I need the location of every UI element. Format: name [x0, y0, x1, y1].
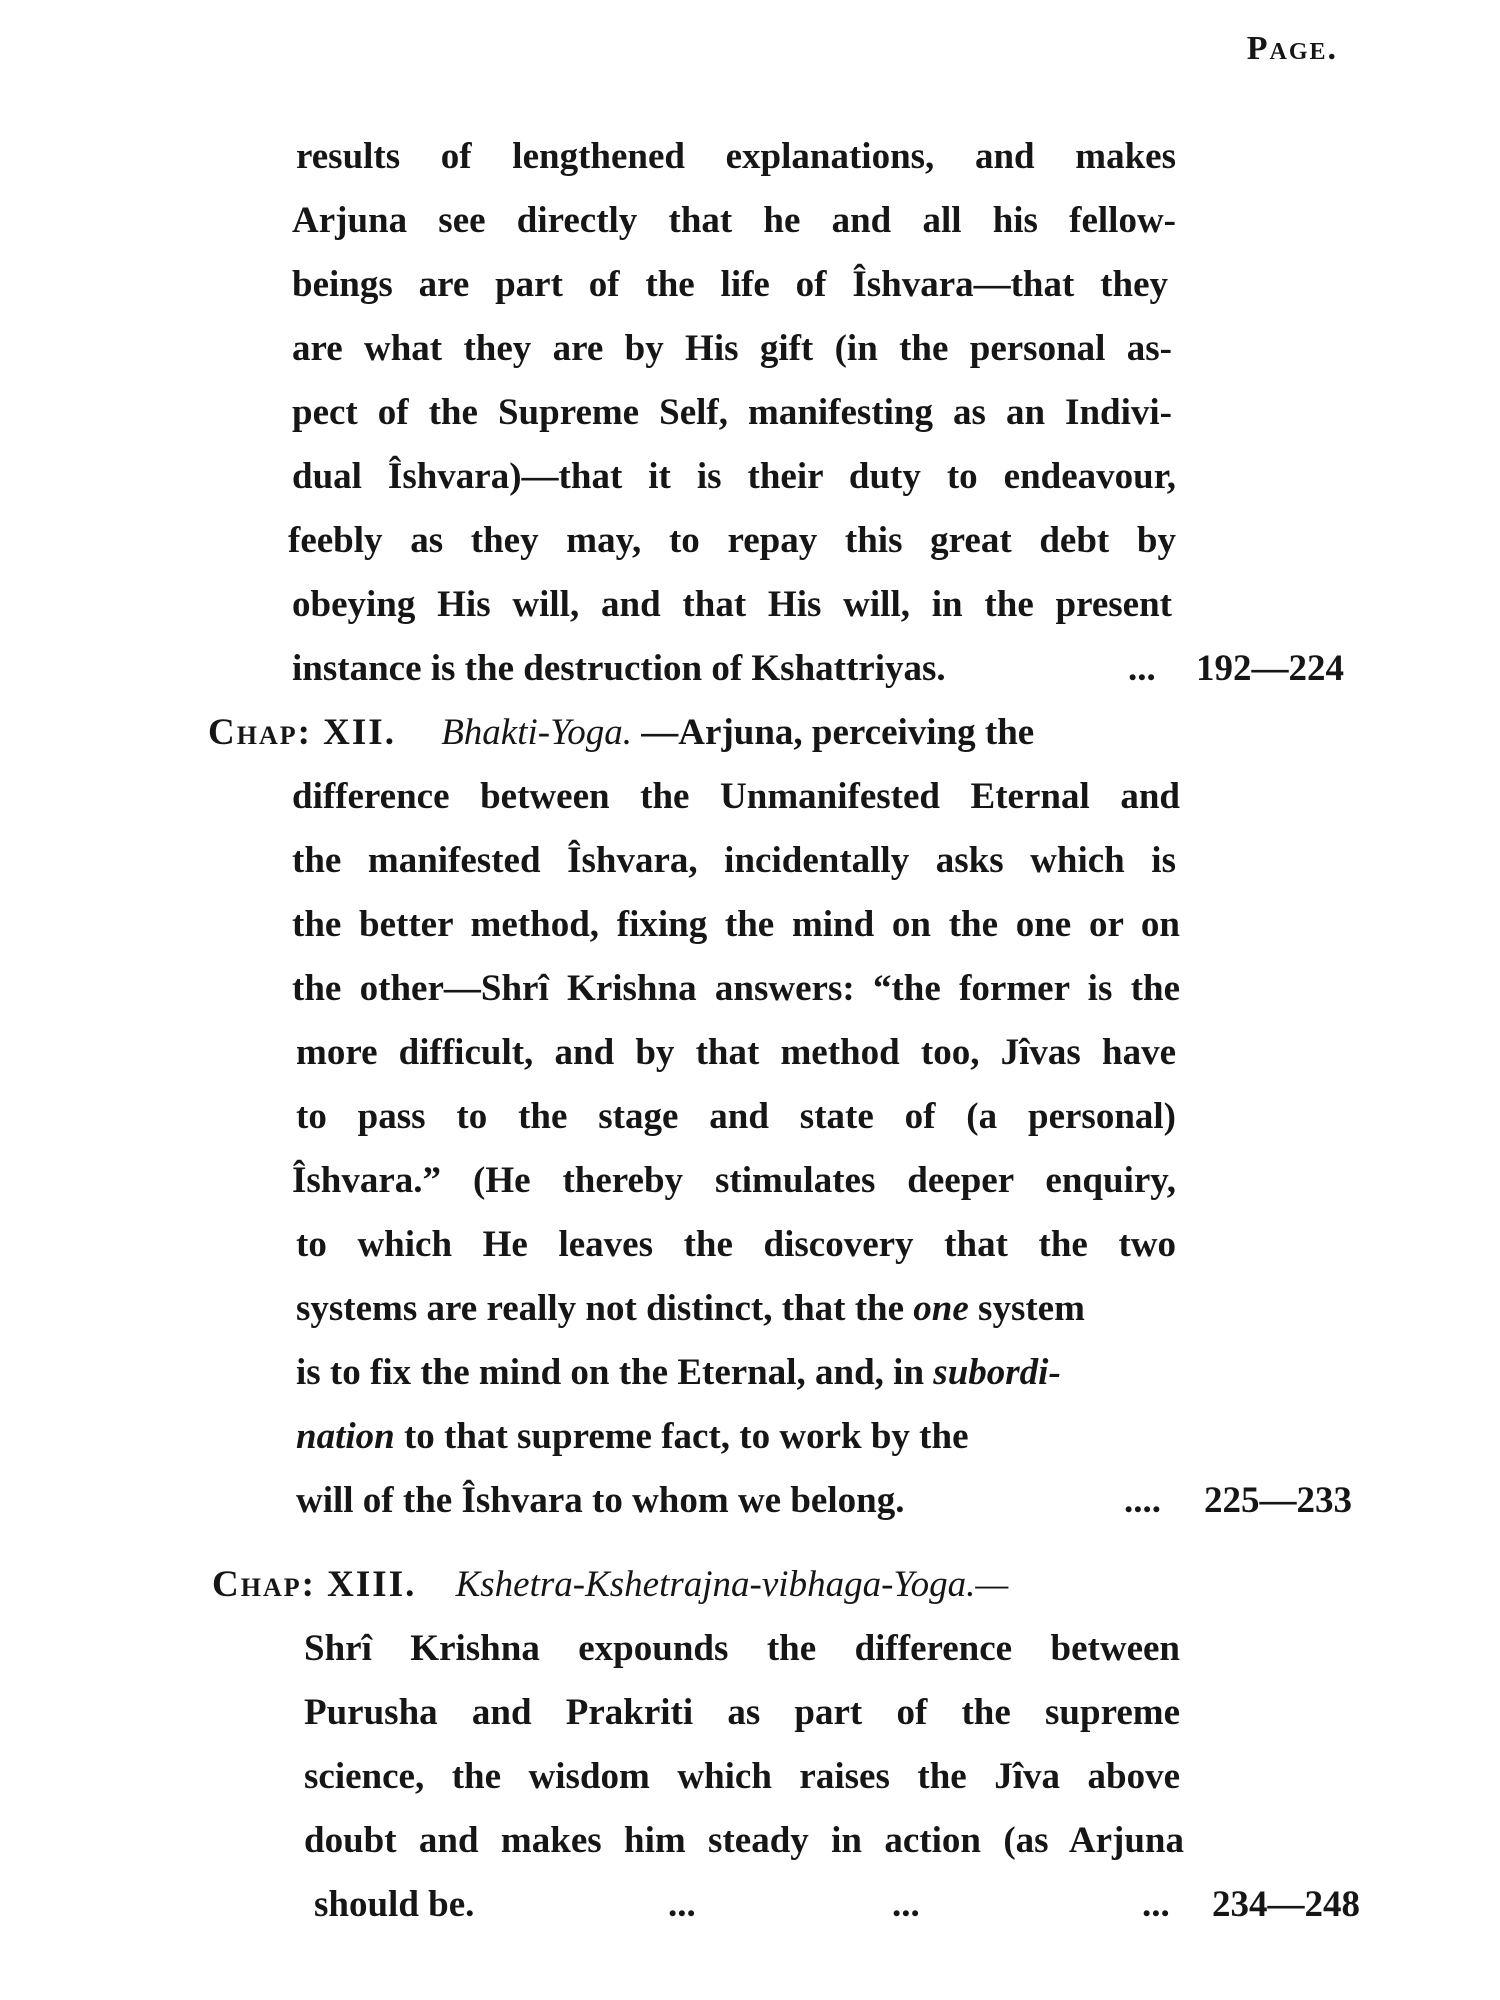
chapter-title: Bhakti-Yoga. [441, 712, 633, 753]
text-line: feebly as they may, to repay this great debt by [288, 520, 1176, 561]
emphasis: nation [296, 1416, 395, 1457]
text-line: doubt and makes him steady in action (as Arjuna [304, 1820, 1184, 1861]
text-run: is to fix the mind on the Eternal, and, in [296, 1352, 934, 1393]
text-line: should be. [314, 1884, 475, 1925]
chapter-label: Chap: XII. [208, 712, 396, 753]
text-line: to which He leaves the discovery that the two [296, 1224, 1176, 1265]
text-line: the manifested Îshvara, incidentally asks which is [292, 840, 1176, 881]
leader-dots: .... [1124, 1480, 1161, 1521]
text-line: difference between the Unmanifested Eternal and [292, 776, 1180, 817]
page-heading: Page. [1246, 30, 1338, 67]
page-range: 225—233 [1204, 1480, 1352, 1521]
leader-dots: ... [1128, 648, 1156, 689]
text-line: science, the wisdom which raises the Jîva above [304, 1756, 1180, 1797]
leader-dots: ... [668, 1884, 696, 1925]
text-line: the better method, fixing the mind on the one or on [292, 904, 1180, 945]
text-line [296, 1354, 1180, 1391]
text-run: system [968, 1288, 1085, 1329]
emphasis: one [913, 1288, 969, 1329]
text-line: pect of the Supreme Self, manifesting as an Indivi- [292, 392, 1172, 433]
text-line: beings are part of the life of Îshvara—that they [292, 264, 1168, 305]
leader-dots: ... [892, 1884, 920, 1925]
text-line: Shrî Krishna expounds the difference between [304, 1628, 1180, 1669]
page-range: 234—248 [1212, 1884, 1360, 1925]
text-line: Arjuna see directly that he and all his fellow- [292, 200, 1176, 241]
page-range: 192—224 [1196, 648, 1344, 689]
text-line: results of lengthened explanations, and makes [296, 136, 1176, 177]
chapter-title: Kshetra-Kshetrajna-vibhaga-Yoga.— [455, 1564, 1009, 1605]
text-line: Îshvara.” (He thereby stimulates deeper enquiry, [292, 1160, 1176, 1201]
text-line: to pass to the stage and state of (a personal) [296, 1096, 1176, 1137]
chapter-heading-line [208, 714, 1180, 751]
text-line [296, 1290, 1180, 1327]
text-line: the other—Shrî Krishna answers: “the former is the [292, 968, 1180, 1009]
text-line: dual Îshvara)—that it is their duty to endeavour, [292, 456, 1176, 497]
chapter-heading-line [212, 1566, 1008, 1603]
emphasis: subordi- [933, 1352, 1061, 1393]
text-line: Purusha and Prakriti as part of the supreme [304, 1692, 1180, 1733]
text-line: more difficult, and by that method too, Jîvas have [296, 1032, 1176, 1073]
chapter-label: Chap: XIII. [212, 1564, 417, 1605]
text-line [296, 1418, 1180, 1455]
text-line: are what they are by His gift (in the personal as- [292, 328, 1172, 369]
text-run: to that supreme fact, to work by the [394, 1416, 969, 1457]
leader-dots: ... [1142, 1884, 1170, 1925]
text-line: obeying His will, and that His will, in the present [292, 584, 1172, 625]
text-line: instance is the destruction of Kshattriyas. [292, 648, 946, 689]
chapter-summary-start: —Arjuna, perceiving the [641, 712, 1035, 753]
text-run: systems are really not distinct, that the [296, 1288, 914, 1329]
text-line: will of the Îshvara to whom we belong. [296, 1480, 905, 1521]
